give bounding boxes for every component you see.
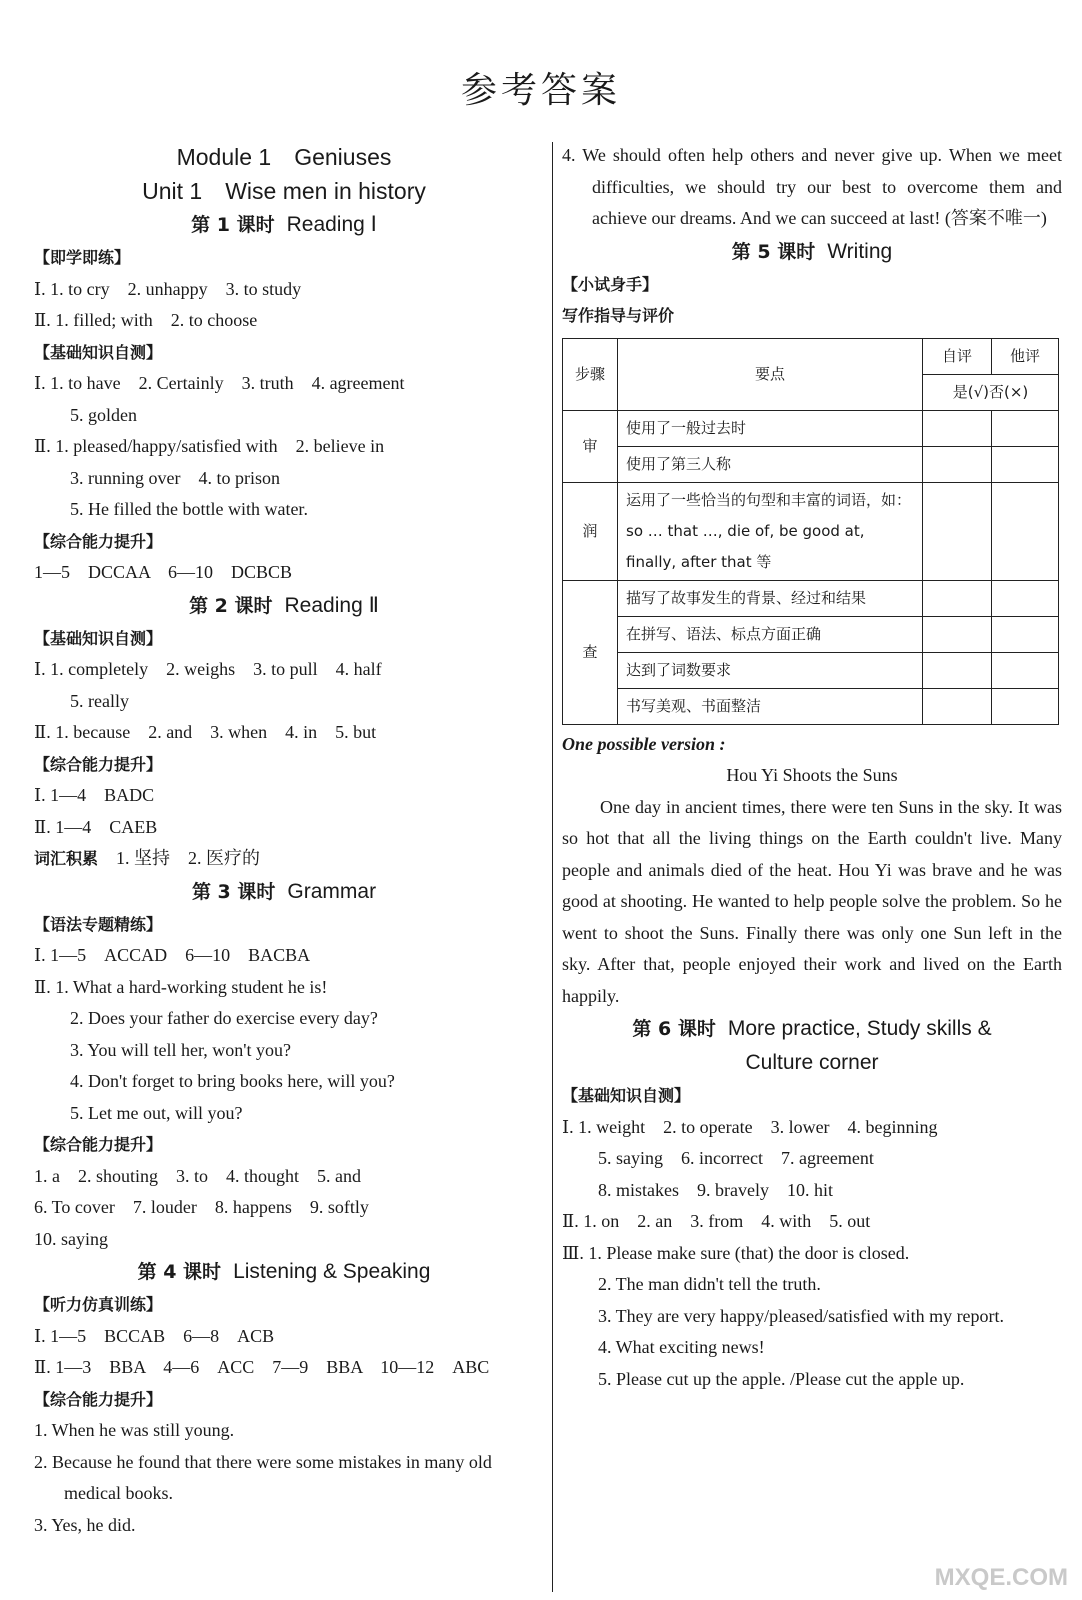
table-point: 使用了第三人称 <box>618 446 923 482</box>
vocab-label: 词汇积累 <box>34 849 99 868</box>
table-group: 审 <box>563 410 618 482</box>
section-heading: 【基础知识自测】 <box>34 342 163 362</box>
column-divider <box>552 142 553 1592</box>
lesson-5-title: 第 5 课时 Writing <box>731 239 893 263</box>
table-point: 运用了一些恰当的句型和丰富的词语，如：so … that …, die of, be good at, finally, after that 等 <box>618 482 923 580</box>
answer-line: Ⅰ. 1—4 BADC <box>34 785 155 805</box>
version-label: One possible version : <box>562 733 726 754</box>
lesson-6-title: 第 6 课时 More practice, Study skills & <box>632 1017 992 1040</box>
answer-line: Ⅱ. 1—3 BBA 4—6 ACC 7—9 BBA 10—12 ABC <box>34 1357 490 1377</box>
answer-line: Ⅱ. 1. pleased/happy/satisfied with 2. believe in <box>34 436 385 456</box>
answer-line: Ⅰ. 1—5 ACCAD 6—10 BACBA <box>34 945 311 965</box>
section-heading: 【听力仿真训练】 <box>34 1295 163 1314</box>
section-heading: 【综合能力提升】 <box>34 754 163 774</box>
answer-line: 1. a 2. shouting 3. to 4. thought 5. and <box>34 1165 361 1186</box>
lesson-1-title: 第 1 课时 Reading Ⅰ <box>191 213 377 236</box>
lesson-3-title: 第 3 课时 Grammar <box>191 879 377 903</box>
answer-line: 5. Please cut up the apple. /Please cut the apple up. <box>598 1368 965 1389</box>
section-heading: 【小试身手】 <box>562 274 659 294</box>
left-column <box>34 140 534 1541</box>
answer-line: 3. Yes, he did. <box>34 1514 136 1535</box>
table-group: 润 <box>563 482 618 580</box>
answer-line: Ⅰ. 1. weight 2. to operate 3. lower 4. beginning <box>562 1116 938 1137</box>
lesson-2-title: 第 2 课时 Reading Ⅱ <box>189 593 379 617</box>
answer-line: 5. golden <box>70 404 137 425</box>
section-heading: 【综合能力提升】 <box>34 1135 163 1154</box>
answer-line: Ⅰ. 1. to cry 2. unhappy 3. to study <box>34 278 302 299</box>
answer-line: Ⅱ. 1. because 2. and 3. when 4. in 5. but <box>34 722 377 742</box>
answer-line: Ⅱ. 1. What a hard-working student he is! <box>34 976 328 997</box>
answer-line: 10. saying <box>34 1228 108 1249</box>
section-heading: 【即学即练】 <box>34 248 131 267</box>
lesson-6-title-cont: Culture corner <box>745 1051 879 1074</box>
answer-line: 词汇积累 1. 坚持 2. 医疗的 <box>34 848 261 868</box>
table-header-points: 要点 <box>618 338 923 410</box>
answer-line: 5. He filled the bottle with water. <box>70 499 308 519</box>
section-heading: 【基础知识自测】 <box>34 628 163 648</box>
answer-line: 3. You will tell her, won't you? <box>70 1039 292 1060</box>
answer-line: 2. Because he found that there were some mistakes in many old medical books. <box>34 1451 492 1503</box>
answer-line: Ⅰ. 1. completely 2. weighs 3. to pull 4. half <box>34 659 382 679</box>
lesson-4-title: 第 4 课时 Listening & Speaking <box>137 1260 431 1283</box>
answer-line: Ⅱ. 1. on 2. an 3. from 4. with 5. out <box>562 1211 871 1231</box>
table-point: 在拼写、语法、标点方面正确 <box>618 616 923 652</box>
answer-line: Ⅲ. 1. Please make sure (that) the door is closed. <box>562 1242 910 1263</box>
table-point: 书写美观、书面整洁 <box>618 688 923 724</box>
essay-title: Hou Yi Shoots the Suns <box>726 765 898 785</box>
answer-line: 4. Don't forget to bring books here, will you? <box>70 1071 395 1091</box>
table-caption: 写作指导与评价 <box>562 306 675 325</box>
answer-line: 5. saying 6. incorrect 7. agreement <box>598 1148 874 1168</box>
answer-line: 6. To cover 7. louder 8. happens 9. softly <box>34 1197 369 1217</box>
section-heading: 【基础知识自测】 <box>562 1086 691 1105</box>
essay-body: One day in ancient times, there were ten Suns in the sky. It was so hot that all the living things on the Earth couldn't live. Many people and animals died of the heat. Hou Yi was brave and he was good at shooting. He wanted to help people solve the problem. So he went to shoot the Suns. Finally there was only one Sun left in the sky. After that, people enjoyed their work and lived on the Earth happily. <box>562 796 1062 1006</box>
table-header-step: 步骤 <box>563 338 618 410</box>
answer-line: Ⅰ. 1. to have 2. Certainly 3. truth 4. agreement <box>34 373 405 393</box>
right-column <box>562 140 1062 1395</box>
table-point: 描写了故事发生的背景、经过和结果 <box>618 580 923 616</box>
answer-line: 8. mistakes 9. bravely 10. hit <box>598 1179 833 1200</box>
table-header-self: 自评 <box>923 338 992 374</box>
table-point: 达到了词数要求 <box>618 652 923 688</box>
writing-evaluation-table <box>562 338 1059 725</box>
answer-line: 1. When he was still young. <box>34 1420 235 1440</box>
answer-line: 1—5 DCCAA 6—10 DCBCB <box>34 562 293 582</box>
watermark: MXQE.COM <box>934 1564 1068 1591</box>
answer-line: 5. really <box>70 690 129 711</box>
answer-line: 4. What exciting news! <box>598 1337 765 1357</box>
answer-line: 3. They are very happy/pleased/satisfied with my report. <box>598 1305 1005 1326</box>
answer-line: 5. Let me out, will you? <box>70 1102 243 1123</box>
unit-title: Unit 1 Wise men in history <box>142 178 426 204</box>
answer-line: 2. Does your father do exercise every day? <box>70 1008 378 1028</box>
module-title: Module 1 Geniuses <box>176 144 392 170</box>
answer-line: 4. We should often help others and never give up. When we meet difficulties, we should try our best to overcome them and achieve our dreams. And we can succeed at last! (答案不唯一) <box>562 145 1062 228</box>
table-group: 查 <box>563 580 618 724</box>
answer-line: Ⅱ. 1—4 CAEB <box>34 816 158 837</box>
section-heading: 【综合能力提升】 <box>34 531 163 551</box>
answer-line: 3. running over 4. to prison <box>70 467 280 488</box>
table-header-peer: 他评 <box>992 338 1059 374</box>
section-heading: 【综合能力提升】 <box>34 1389 163 1409</box>
table-point: 使用了一般过去时 <box>618 410 923 446</box>
page-title: 参考答案 <box>460 70 621 111</box>
answer-line: Ⅰ. 1—5 BCCAB 6—8 ACB <box>34 1325 275 1346</box>
answer-line: 2. The man didn't tell the truth. <box>598 1274 821 1294</box>
table-header-mark: 是(√)否(×) <box>923 374 1059 410</box>
answer-line: Ⅱ. 1. filled; with 2. to choose <box>34 310 258 330</box>
section-heading: 【语法专题精练】 <box>34 914 163 934</box>
